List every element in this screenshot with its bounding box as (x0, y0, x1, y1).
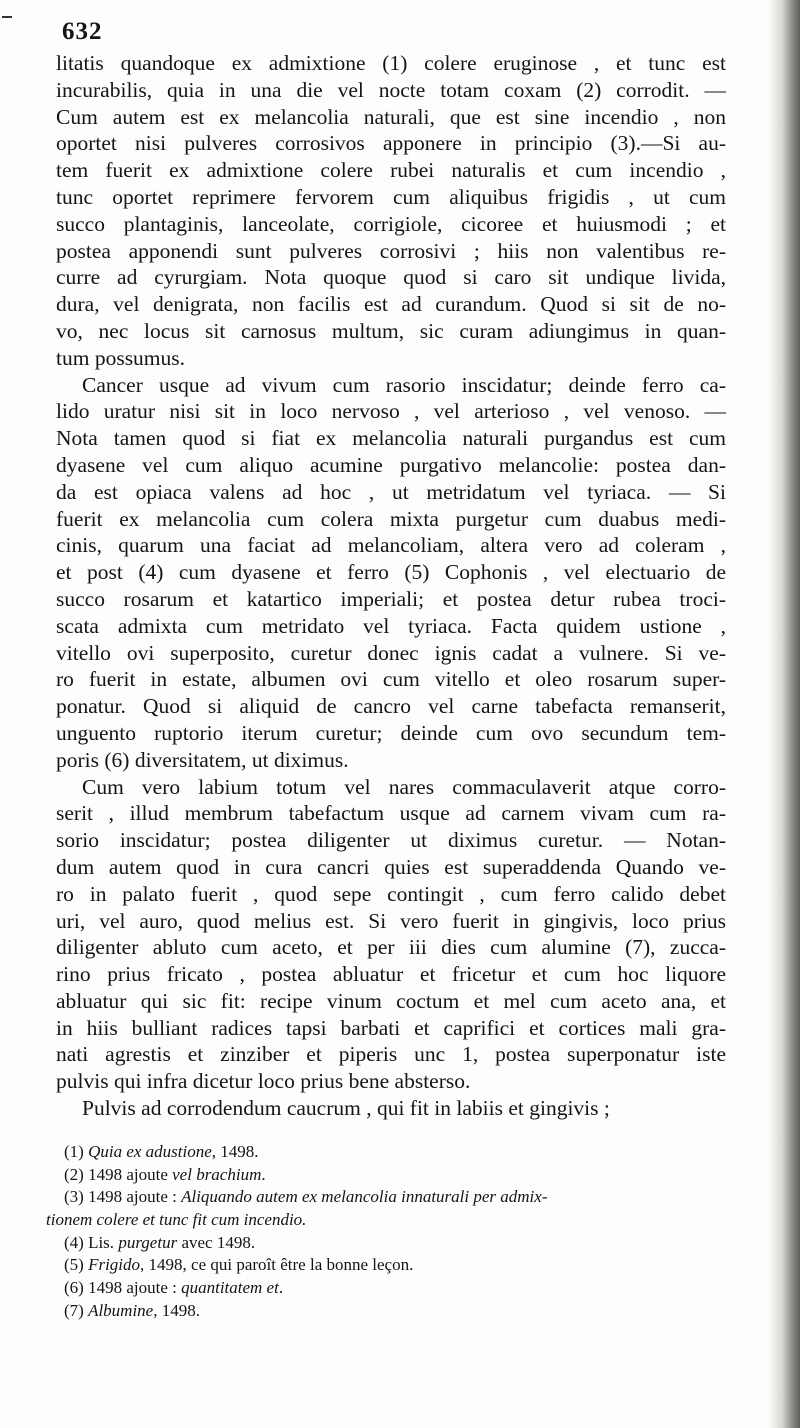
footnote-text: , 1498. (153, 1300, 200, 1320)
text-line: vitello ovi superposito, curetur donec ignis cadat a vulnere. Si ve- (56, 640, 726, 665)
footnote (64, 1254, 734, 1277)
footnote (64, 1186, 734, 1209)
footnote-text: Lis. (83, 1232, 119, 1252)
page-number: 632 (62, 18, 103, 45)
text-line: pulvis qui infra dicetur loco prius bene absterso. (56, 1069, 471, 1094)
text-line: Cum vero labium totum vel nares commaculaverit atque corro- (82, 774, 726, 799)
text-line: dyasene vel cum aliquo acumine purgativo melancolie: postea dan- (56, 452, 726, 477)
text-line: et post (4) cum dyasene et ferro (5) Cophonis , vel electuario de (56, 560, 726, 585)
footnote-italic-text: Aliquando autem ex melancolia innaturali per admix- (181, 1187, 548, 1207)
book-spine-shadow (768, 0, 800, 1428)
footnote (64, 1300, 734, 1323)
text-line: tem fuerit ex admixtione colere rubei naturalis et cum incendio , (56, 158, 726, 183)
footnote-text: avec 1498. (177, 1232, 256, 1252)
footnote-marker: (4) (64, 1232, 84, 1252)
text-line: abluatur qui sic fit: recipe vinum coctum et mel cum aceto ana, et (56, 988, 726, 1013)
footnote-marker: (7) (64, 1300, 84, 1320)
footnote (64, 1164, 734, 1187)
text-line: curre ad cyrurgiam. Nota quoque quod si caro sit undique livida, (56, 265, 726, 290)
text-line: ponatur. Quod si aliquid de cancro vel carne tabefacta remanserit, (56, 694, 726, 719)
main-text (56, 50, 726, 1122)
text-line: da est opiaca valens ad hoc , ut metridatum vel tyriaca. — Si (56, 479, 726, 504)
footnote (64, 1141, 734, 1164)
footnote-italic-text: Quia ex adustione (88, 1142, 212, 1161)
text-line: unguento ruptorio iterum curetur; deinde cum ovo secundum tem- (56, 720, 726, 745)
footnote-italic-text: Frigido (88, 1255, 141, 1275)
text-line: in hiis bulliant radices tapsi barbati et caprifici et cortices mali gra- (56, 1015, 726, 1040)
margin-mark (2, 16, 12, 18)
footnote-text: . (278, 1278, 284, 1298)
text-line: nati agrestis et zinziber et piperis unc 1, postea superponatur iste (56, 1042, 726, 1067)
footnote-italic-text: tionem colere et tunc fit cum incendio. (46, 1210, 307, 1230)
text-line: succo plantaginis, lanceolate, corrigiole, cicoree et huiusmodi ; et (56, 211, 726, 236)
text-line: diligenter abluto cum aceto, et per iii dies cum alumine (7), zucca- (56, 935, 726, 960)
footnote-marker: (2) (64, 1164, 84, 1184)
text-line: rino prius fricato , postea abluatur et fricetur et cum hoc liquore (56, 962, 726, 987)
footnote-text: 1498 ajoute (83, 1164, 173, 1184)
footnote-marker: (3) (64, 1187, 84, 1207)
text-line: Pulvis ad corrodendum caucrum , qui fit in labiis et gingivis ; (82, 1096, 610, 1121)
footnote-text: 1498 ajoute : (83, 1278, 182, 1298)
footnote-text: . (261, 1164, 266, 1184)
text-line: Cum autem est ex melancolia naturali, que est sine incendio , non (56, 104, 726, 129)
text-line: Nota tamen quod si fiat ex melancolia naturali purgandus est cum (56, 426, 726, 451)
text-line: dura, vel denigrata, non facilis est ad curandum. Quod si sit de no- (56, 292, 726, 317)
text-line: lido uratur nisi sit in loco nervoso , vel arterioso , vel venoso. — (56, 399, 726, 424)
text-line: dum autem quod in cura cancri quies est superaddenda Quando ve- (56, 854, 726, 879)
footnotes (46, 1141, 734, 1323)
text-line: fuerit ex melancolia cum colera mixta purgetur cum duabus medi- (56, 506, 726, 531)
text-line: Cancer usque ad vivum cum rasorio inscidatur; deinde ferro ca- (82, 372, 726, 397)
footnote-marker: (5) (64, 1255, 84, 1275)
text-line: litatis quandoque ex admixtione (1) colere eruginose , et tunc est (56, 51, 726, 75)
text-line: oportet nisi pulveres corrosivos apponere in principio (3).—Si au- (56, 131, 726, 156)
text-line: uri, vel auro, quod melius est. Si vero fuerit in gingivis, loco prius (56, 908, 726, 933)
footnote-marker: (6) (64, 1278, 84, 1298)
text-line: serit , illud membrum tabefactum usque ad carnem vivam cum ra- (56, 801, 726, 826)
text-line: cinis, quarum una faciat ad melancoliam, altera vero ad coleram , (56, 533, 726, 558)
text-line: scata admixta cum metridato vel tyriaca. Facta quidem ustione , (56, 613, 726, 638)
footnote (46, 1209, 734, 1232)
footnote-text: , 1498. (211, 1142, 259, 1161)
footnote-italic-text: vel brachium (172, 1164, 262, 1184)
text-line: incurabilis, quia in una die vel nocte totam coxam (2) corrodit. — (56, 77, 726, 102)
text-line: poris (6) diversitatem, ut diximus. (56, 747, 349, 772)
footnote-text: , 1498, ce qui paroît être la bonne leçon. (140, 1255, 414, 1275)
footnote-italic-text: purgetur (118, 1232, 178, 1252)
text-line: tum possumus. (56, 345, 186, 370)
footnote-italic-text: quantitatem et (181, 1278, 279, 1298)
footnote (64, 1232, 734, 1255)
text-line: succo rosarum et katartico imperiali; et postea detur rubea troci- (56, 586, 726, 611)
text-line: ro in palato fuerit , quod sepe contingit , cum ferro calido debet (56, 881, 726, 906)
footnote-italic-text: Albumine (88, 1300, 154, 1320)
text-line: ro fuerit in estate, albumen ovi cum vitello et oleo rosarum super- (56, 667, 726, 692)
footnote-marker: (1) (64, 1142, 84, 1161)
text-line: postea apponendi sunt pulveres corrosivi ; hiis non valentibus re- (56, 238, 726, 263)
footnote-text: 1498 ajoute : (83, 1187, 182, 1207)
text-line: vo, nec locus sit carnosus multum, sic curam adiungimus in quan- (56, 318, 726, 343)
footnote (64, 1277, 734, 1300)
text-line: sorio inscidatur; postea diligenter ut diximus curetur. — Notan- (56, 828, 726, 853)
text-line: tunc oportet reprimere fervorem cum aliquibus frigidis , ut cum (56, 184, 726, 209)
